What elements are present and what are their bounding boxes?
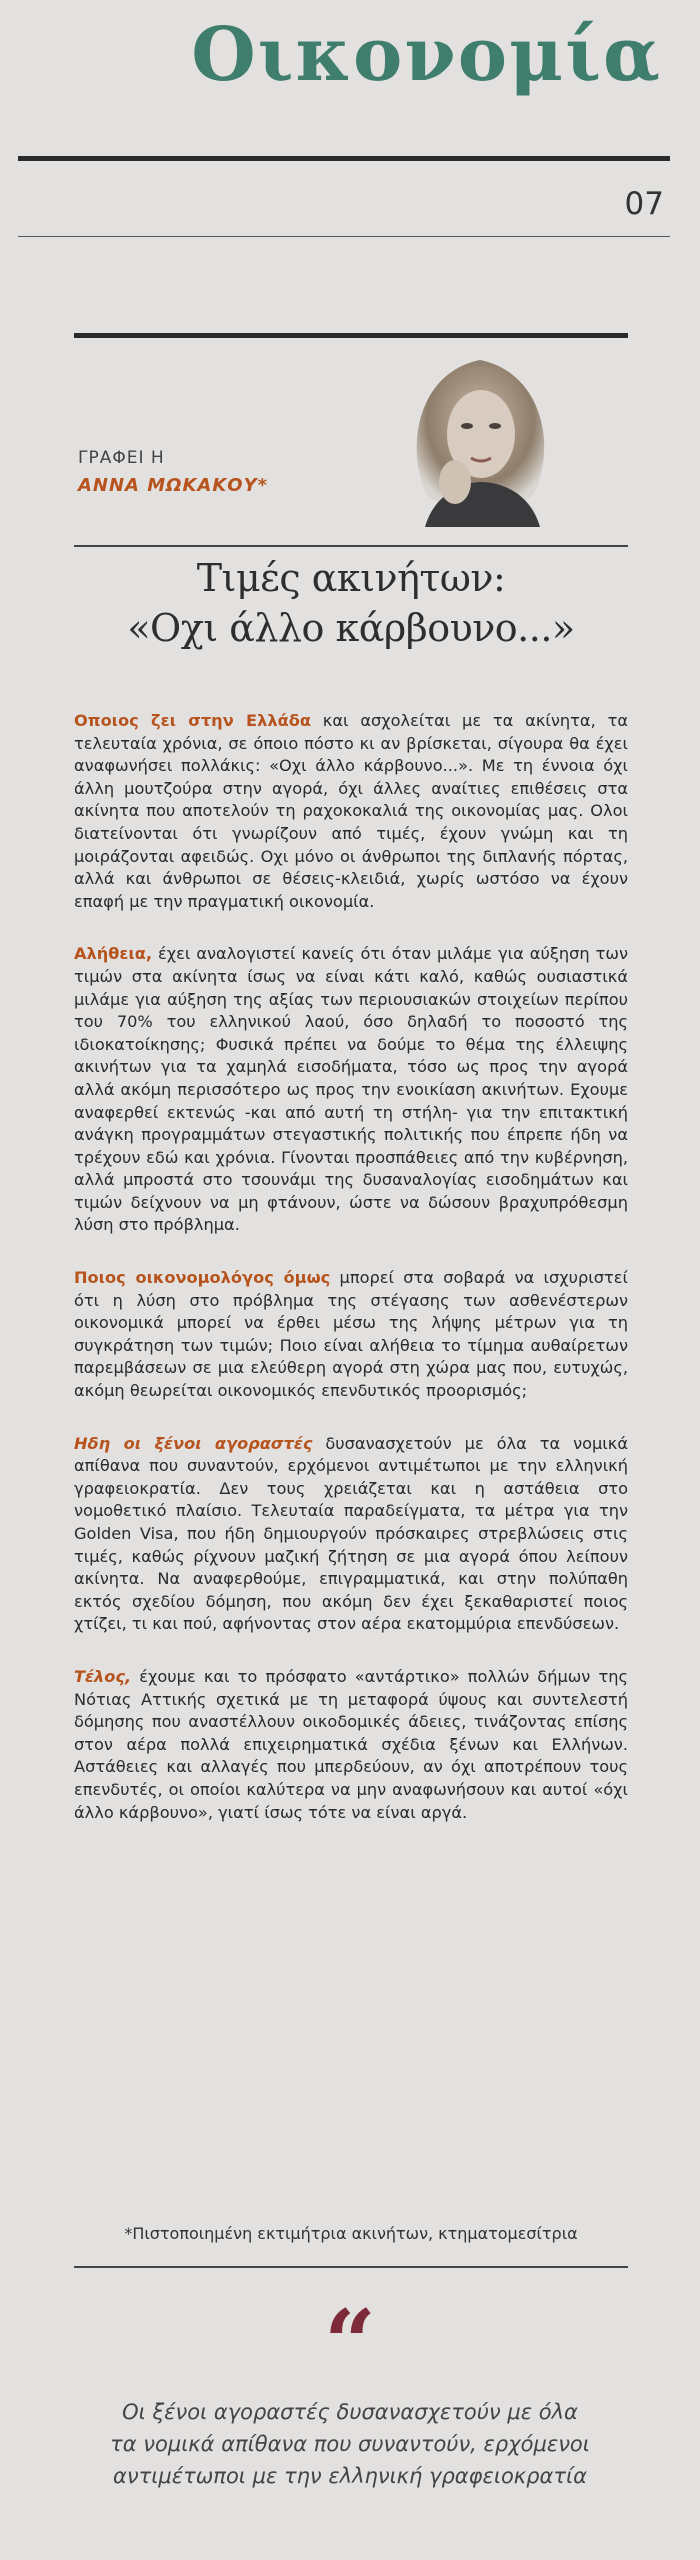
paragraph-lead: Ποιος οικονομολόγος όμως xyxy=(74,1268,331,1288)
footnote-rule xyxy=(74,2266,628,2268)
paragraph-text: μπορεί στα σοβαρά να ισχυριστεί ότι η λύση στο πρόβλημα της στέγασης των ασθενέστερων οικονομικά μπορεί να έρθει μέσω της λήψης μέτρων για τη συγκράτηση των τιμών; Ποιο είναι αλήθεια το τίμημα αυθαίρετων παρεμβάσεων σε μια ελεύθερη αγορά στη χώρα μας που, ευτυχώς, ακόμη θεωρείται οικονομικός επενδυτικός προορισμός; xyxy=(74,1268,628,1401)
pull-quote: Οι ξένοι αγοραστές δυσανασχετούν με όλα τα νομικά απίθανα που συναντούν, ερχόμενοι αντιμέτωποι με την ελληνική γραφειοκρατία xyxy=(110,2400,590,2488)
section-title: Οικονομία xyxy=(191,12,662,98)
author-portrait xyxy=(385,342,575,527)
paragraph-lead: Ηδη οι ξένοι αγοραστές xyxy=(74,1433,313,1453)
header-thin-rule xyxy=(18,236,670,237)
paragraph-text: έχει αναλογιστεί κανείς ότι όταν μιλάμε για αύξηση των τιμών στα ακίνητα ίσως να είναι κάτι καλό, καθώς ουσιαστικά μιλάμε για αύξηση της αξίας των περιουσιακών στοιχείων περίπου του 70% του ελληνικού λαού, όσο δηλαδή το ποσοστό της ιδιοκατοίκησης; Φυσικά πρέπει να δούμε το θέμα της έλλειψης ακινήτων για τα χαμηλά εισοδήματα, τόσο ως προς την αγορά αλλά ακόμη περισσότερο ως προς την ενοικίαση ακινήτων. Εχουμε αναφερθεί εκτενώς -και από αυτή τη στήλη- για την επιτακτική ανάγκη προγραμμάτων στεγαστικής πολιτικής που έπρεπε ήδη να τρέχουν εδώ και χρόνια. Γίνονται προσπάθειες από την κυβέρνηση, αλλά μπροστά στο τσουνάμι της δυσαναλογίας εισοδημάτων και τιμών δείχνουν να μη φτάνουν, ώστε να δώσουν βραχυπρόθεσμη λύση στο πρόβλημα. xyxy=(74,944,628,1235)
article-paragraph xyxy=(74,1433,628,1636)
paragraph-text: έχουμε και το πρόσφατο «αντάρτικο» πολλών δήμων της Νότιας Αττικής σχετικά με τη μεταφορά ύψους και συντελεστή δόμησης που αναστέλλουν οικοδομικές άδειες, τινάζοντας επίσης στον αέρα πολλά επιχειρηματικά σχέδια ξένων και Ελλήνων. Αστάθειες και αλλαγές που μπερδεύουν, αν όχι αποτρέπουν τους επενδυτές, οι οποίοι καλύτερα να μην αναφωνήσουν και αυτοί «όχι άλλο κάρβουνο», γιατί ίσως τότε να είναι αργά. xyxy=(74,1666,628,1822)
paragraph-lead: Οποιος ζει στην Ελλάδα xyxy=(74,711,311,730)
paragraph-lead: Τέλος, xyxy=(74,1666,132,1686)
byline-rule xyxy=(74,545,628,547)
article-paragraph xyxy=(74,710,628,913)
quote-mark-icon: “ xyxy=(324,2290,376,2396)
article-paragraph xyxy=(74,943,628,1237)
article-paragraph xyxy=(74,1267,628,1403)
paragraph-lead: Αλήθεια, xyxy=(74,944,153,964)
author-footnote: *Πιστοποιημένη εκτιμήτρια ακινήτων, κτηματομεσίτρια xyxy=(124,2224,578,2243)
page-number: 07 xyxy=(624,186,664,222)
headline-line-2: «Οχι άλλο κάρβουνο...» xyxy=(127,606,575,650)
byline-kicker: ΓΡΑΦΕΙ Η xyxy=(78,448,165,468)
paragraph-text: και ασχολείται με τα ακίνητα, τα τελευταία χρόνια, σε όποιο πόστο κι αν βρίσκεται, σίγουρα θα έχει αναφωνήσει πολλάκις: «Οχι άλλο κάρβουνο...». Με τη έννοια όχι άλλη μουτζούρα στην αγορά, όχι άλλες αναίτιες επιθέσεις στα ακίνητα που αποτελούν τη ραχοκοκαλιά της οικονομίας μας. Ολοι διατείνονται ότι γνωρίζουν από τιμές, έχουν γνώμη και τη μοιράζονται αφειδώς. Οχι μόνο οι άνθρωποι της διπλανής πόρτας, αλλά και άνθρωποι σε θέσεις-κλειδιά, χωρίς ωστόσο να έχουν επαφή με την πραγματική οικονομία. xyxy=(74,711,628,911)
article-paragraph xyxy=(74,1666,628,1824)
header-rule xyxy=(18,156,670,161)
article-body xyxy=(74,710,628,1854)
byline-author: ΑΝΝΑ ΜΩΚΑΚΟΥ* xyxy=(78,475,269,496)
headline-line-1: Τιμές ακινήτων: xyxy=(196,556,506,600)
column-top-rule xyxy=(74,333,628,338)
article-headline xyxy=(74,553,628,653)
paragraph-text: δυσανασχετούν με όλα τα νομικά απίθανα που συναντούν, ερχόμενοι αντιμέτωποι με την ελληνική γραφειοκρατία. Δεν τους χρειάζεται και η αστάθεια στο νομοθετικό πλαίσιο. Τελευταία παραδείγματα, τα μέτρα για την Golden Visa, που ήδη δημιουργούν πρόσκαιρες στρεβλώσεις στις τιμές, καθώς ρίχνουν μαζική ζήτηση σε μια αγορά όπου λείπουν ακίνητα. Να αναφερθούμε, επιγραμματικά, και στην πολύπαθη εκτός σχεδίου δόμηση, που ακόμη δεν έχει ξεκαθαριστεί ποιος χτίζει, τι και πού, αφήνοντας στον αέρα εκατομμύρια επενδύσεων. xyxy=(74,1433,628,1634)
